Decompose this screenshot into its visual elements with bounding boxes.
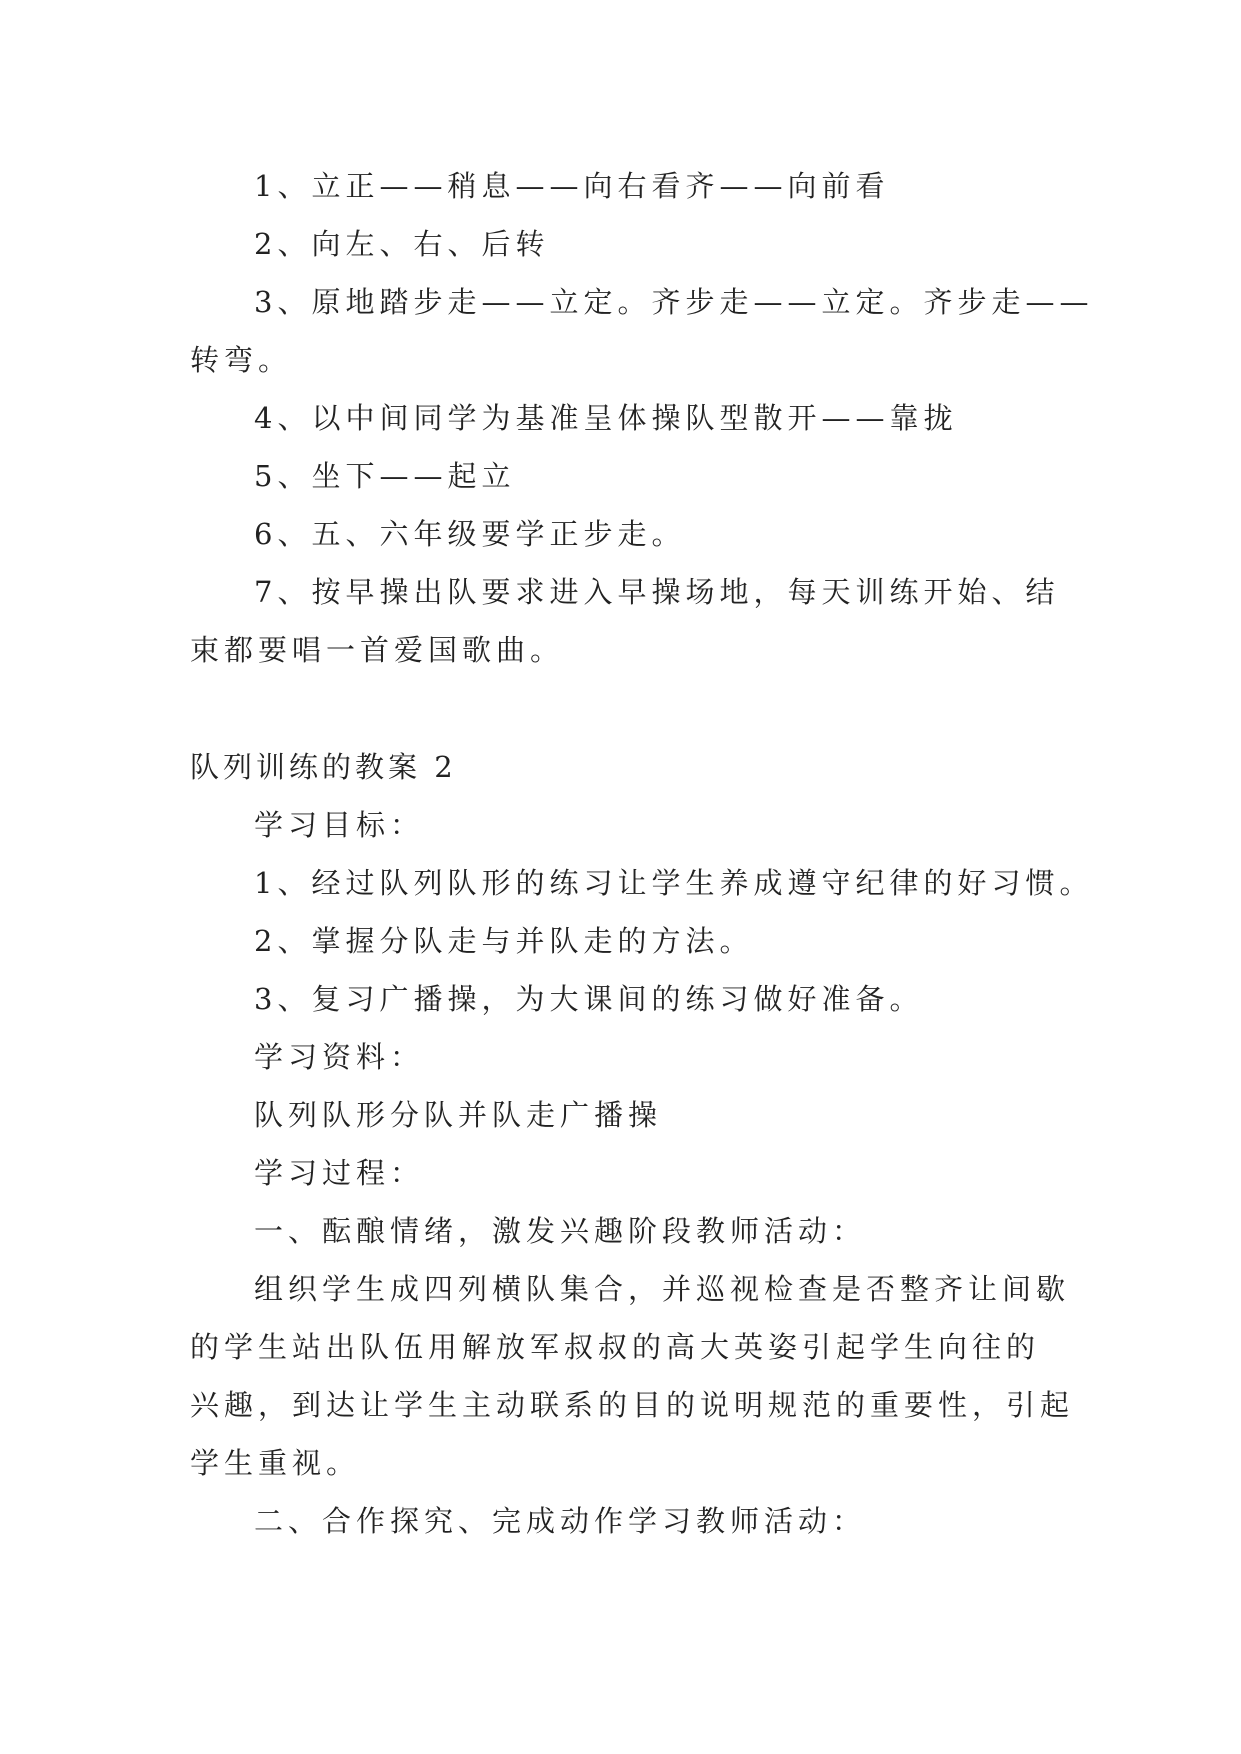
drill-item-5: 5、坐下——起立: [254, 459, 516, 493]
section-title: 队列训练的教案 2: [190, 750, 457, 784]
drill-item-7-cont: 束都要唱一首爱国歌曲。: [190, 633, 565, 667]
step1-text-line-3: 兴趣，到达让学生主动联系的目的说明规范的重要性，引起: [190, 1388, 1075, 1422]
drill-item-4: 4、以中间同学为基准呈体操队型散开——靠拢: [254, 401, 958, 435]
step1-text-line-2: 的学生站出队伍用解放军叔叔的高大英姿引起学生向往的: [190, 1330, 1041, 1364]
goal-item-1: 1、经过队列队形的练习让学生养成遵守纪律的好习惯。: [254, 866, 1094, 900]
materials-label: 学习资料：: [254, 1040, 425, 1074]
step1-text-line-1: 组织学生成四列横队集合，并巡视检查是否整齐让间歇: [254, 1272, 1071, 1306]
step1-text-line-4: 学生重视。: [190, 1446, 361, 1480]
drill-item-7: 7、按早操出队要求进入早操场地，每天训练开始、结: [254, 575, 1060, 609]
goal-item-2: 2、掌握分队走与并队走的方法。: [254, 924, 754, 958]
process-label: 学习过程：: [254, 1156, 425, 1190]
drill-item-3: 3、原地踏步走——立定。齐步走——立定。齐步走——: [254, 285, 1094, 319]
step2-title: 二、合作探究、完成动作学习教师活动：: [254, 1504, 867, 1538]
materials-text: 队列队形分队并队走广播操: [254, 1098, 663, 1132]
goals-label: 学习目标：: [254, 808, 425, 842]
goal-item-3: 3、复习广播操，为大课间的练习做好准备。: [254, 982, 924, 1016]
drill-item-3-cont: 转弯。: [190, 343, 293, 377]
drill-item-6: 6、五、六年级要学正步走。: [254, 517, 686, 551]
step1-title: 一、酝酿情绪，激发兴趣阶段教师活动：: [254, 1214, 867, 1248]
drill-item-2: 2、向左、右、后转: [254, 227, 550, 261]
drill-item-1: 1、立正——稍息——向右看齐——向前看: [254, 169, 890, 203]
